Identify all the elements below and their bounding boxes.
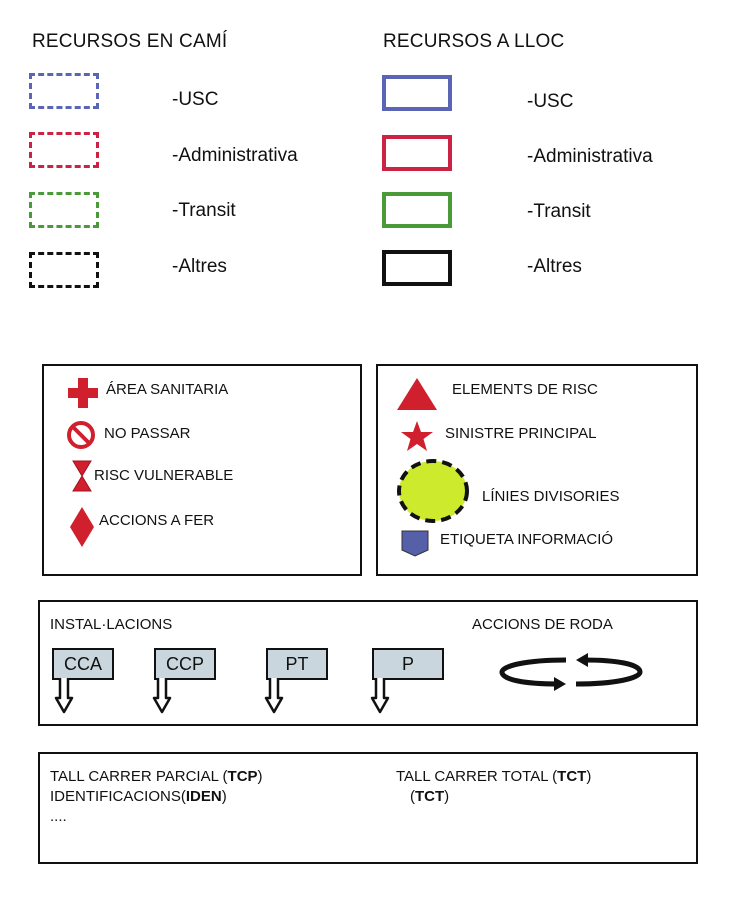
accions-a-fer-label: ACCIONS A FER <box>99 512 215 529</box>
transit-label-en-cami: -Transit <box>172 200 236 221</box>
etiqueta-informacio-label: ETIQUETA INFORMACIÓ <box>440 531 614 548</box>
ellipsis-text: .... <box>50 808 67 825</box>
no-passar-label: NO PASSAR <box>104 425 191 442</box>
down-arrow-icon <box>370 678 390 714</box>
tct-code-text: (TCT) <box>410 788 450 805</box>
elements-de-risc-label: ELEMENTS DE RISC <box>452 381 598 398</box>
installation-cca: CCA <box>52 648 114 680</box>
triangle-icon <box>395 376 439 412</box>
symbols-left-panel <box>42 364 362 576</box>
rotation-arrows-icon <box>496 652 646 692</box>
installations-panel <box>38 600 698 726</box>
hourglass-icon <box>71 460 93 492</box>
administrativa-label-a-lloc: -Administrativa <box>527 146 653 167</box>
usc-label-en-cami: -USC <box>172 89 219 110</box>
risc-vulnerable-label: RISC VULNERABLE <box>94 467 234 484</box>
altres-solid-swatch <box>382 250 452 286</box>
street-cuts-panel <box>38 752 698 864</box>
down-arrow-icon <box>152 678 172 714</box>
altres-label-en-cami: -Altres <box>172 256 227 277</box>
altres-dashed-swatch <box>29 252 99 288</box>
dashed-oval-icon <box>396 458 470 524</box>
administrativa-solid-swatch <box>382 135 452 171</box>
area-sanitaria-label: ÁREA SANITARIA <box>106 381 229 398</box>
down-arrow-icon <box>54 678 74 714</box>
symbols-right-panel <box>376 364 698 576</box>
tall-carrer-total-text: TALL CARRER TOTAL (TCT) <box>396 768 592 785</box>
altres-label-a-lloc: -Altres <box>527 256 582 277</box>
accions-de-roda-title: ACCIONS DE RODA <box>472 616 613 633</box>
linies-divisories-label: LÍNIES DIVISORIES <box>482 488 620 505</box>
installation-pt: PT <box>266 648 328 680</box>
administrativa-label-en-cami: -Administrativa <box>172 145 298 166</box>
red-cross-icon <box>66 376 100 410</box>
usc-solid-swatch <box>382 75 452 111</box>
tag-icon <box>400 528 430 558</box>
sinistre-principal-label: SINISTRE PRINCIPAL <box>445 425 597 442</box>
identificacions-text: IDENTIFICACIONS(IDEN) <box>50 788 227 805</box>
down-arrow-icon <box>264 678 284 714</box>
transit-dashed-swatch <box>29 192 99 228</box>
tall-carrer-parcial-text: TALL CARRER PARCIAL (TCP) <box>50 768 263 785</box>
administrativa-dashed-swatch <box>29 132 99 168</box>
diamond-icon <box>69 506 95 548</box>
installation-ccp: CCP <box>154 648 216 680</box>
usc-label-a-lloc: -USC <box>527 91 574 112</box>
transit-solid-swatch <box>382 192 452 228</box>
usc-dashed-swatch <box>29 73 99 109</box>
a-lloc-title: RECURSOS A LLOC <box>383 31 565 52</box>
transit-label-a-lloc: -Transit <box>527 201 591 222</box>
no-entry-icon <box>66 420 96 450</box>
en-cami-title: RECURSOS EN CAMÍ <box>32 31 228 52</box>
star-icon <box>400 420 434 452</box>
installation-p: P <box>372 648 444 680</box>
installations-title: INSTAL·LACIONS <box>50 616 173 633</box>
